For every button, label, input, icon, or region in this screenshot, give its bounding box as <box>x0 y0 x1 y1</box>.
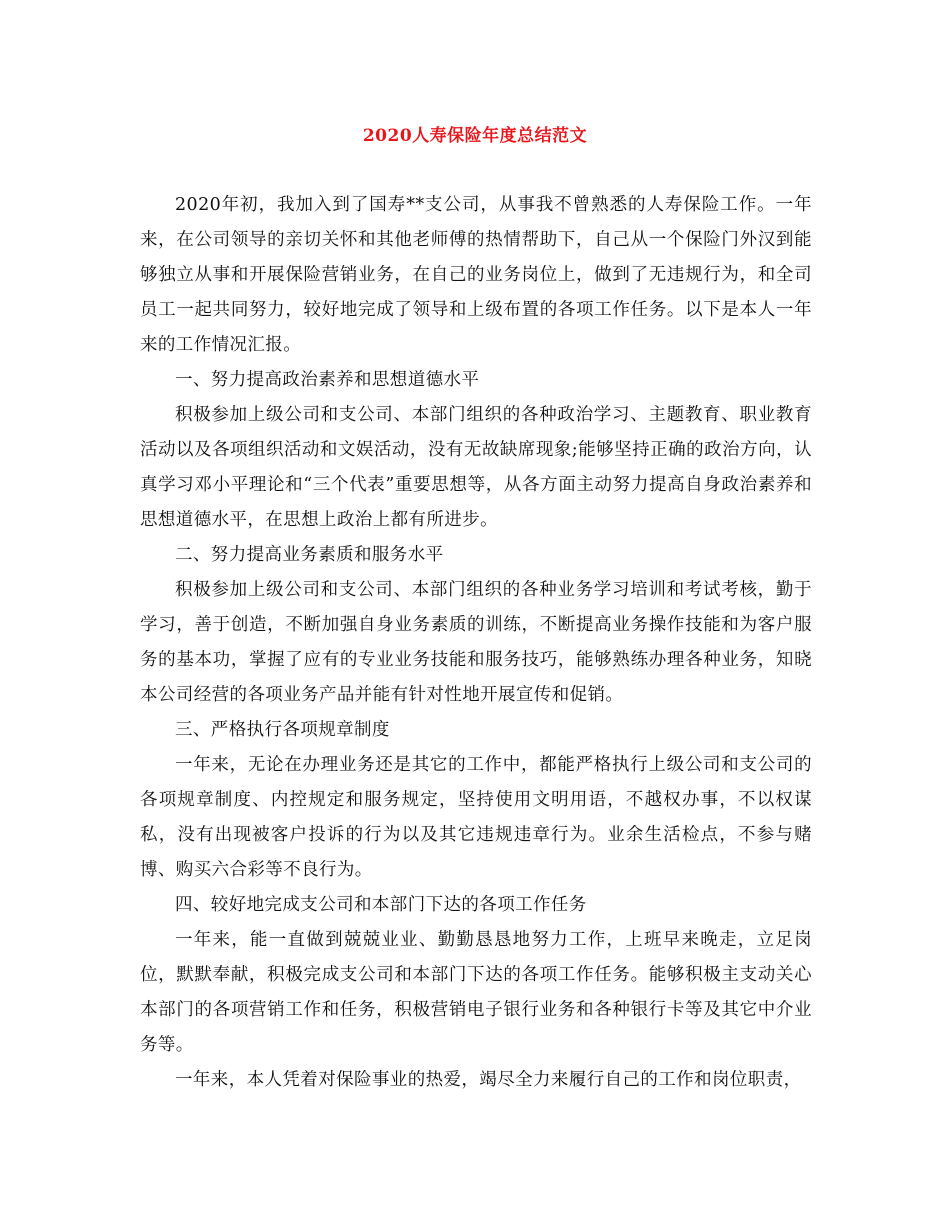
document-body <box>140 188 812 1098</box>
section-paragraph-3: 一年来，无论在办理业务还是其它的工作中，都能严格执行上级公司和支公司的各项规章制度、内控规定和服务规定，坚持使用文明用语，不越权办事，不以权谋私，没有出现被客户投诉的行为以及其它违规违章行为。业余生活检点，不参与赌博、购买六合彩等不良行为。 <box>140 755 812 880</box>
section-paragraph-2: 积极参加上级公司和支公司、本部门组织的各种业务学习培训和考试考核，勤于学习，善于创造，不断加强自身业务素质的训练，不断提高业务操作技能和为客户服务的基本功，掌握了应有的专业业务技能和服务技巧，能够熟练办理各种业务，知晓本公司经营的各项业务产品并能有针对性地开展宣传和促销。 <box>140 580 812 705</box>
closing-paragraph: 一年来，本人凭着对保险事业的热爱，竭尽全力来履行自己的工作和岗位职责， <box>175 1070 802 1090</box>
intro-paragraph: 2020年初，我加入到了国寿**支公司，从事我不曾熟悉的人寿保险工作。一年来，在公司领导的亲切关怀和其他老师傅的热情帮助下，自己从一个保险门外汉到能够独立从事和开展保险营销业务，在自己的业务岗位上，做到了无违规行为，和全司员工一起共同努力，较好地完成了领导和上级布置的各项工作任务。以下是本人一年来的工作情况汇报。 <box>140 195 812 355</box>
section-heading-4: 四、较好地完成支公司和本部门下达的各项工作任务 <box>175 895 587 915</box>
document-title: 2020人寿保险年度总结范文 <box>362 126 588 146</box>
section-paragraph-1: 积极参加上级公司和支公司、本部门组织的各种政治学习、主题教育、职业教育活动以及各项组织活动和文娱活动，没有无故缺席现象;能够坚持正确的政治方向，认真学习邓小平理论和“三个代表”重要思想等，从各方面主动努力提高自身政治素养和思想道德水平，在思想上政治上都有所进步。 <box>140 405 812 530</box>
section-paragraph-4: 一年来，能一直做到兢兢业业、勤勤恳恳地努力工作，上班早来晚走，立足岗位，默默奉献，积极完成支公司和本部门下达的各项工作任务。能够积极主支动关心本部门的各项营销工作和任务，积极营销电子银行业务和各种银行卡等及其它中介业务等。 <box>140 930 812 1055</box>
section-heading-1: 一、努力提高政治素养和思想道德水平 <box>175 370 480 390</box>
section-heading-3: 三、严格执行各项规章制度 <box>175 720 390 740</box>
section-heading-2: 二、努力提高业务素质和服务水平 <box>175 545 444 565</box>
